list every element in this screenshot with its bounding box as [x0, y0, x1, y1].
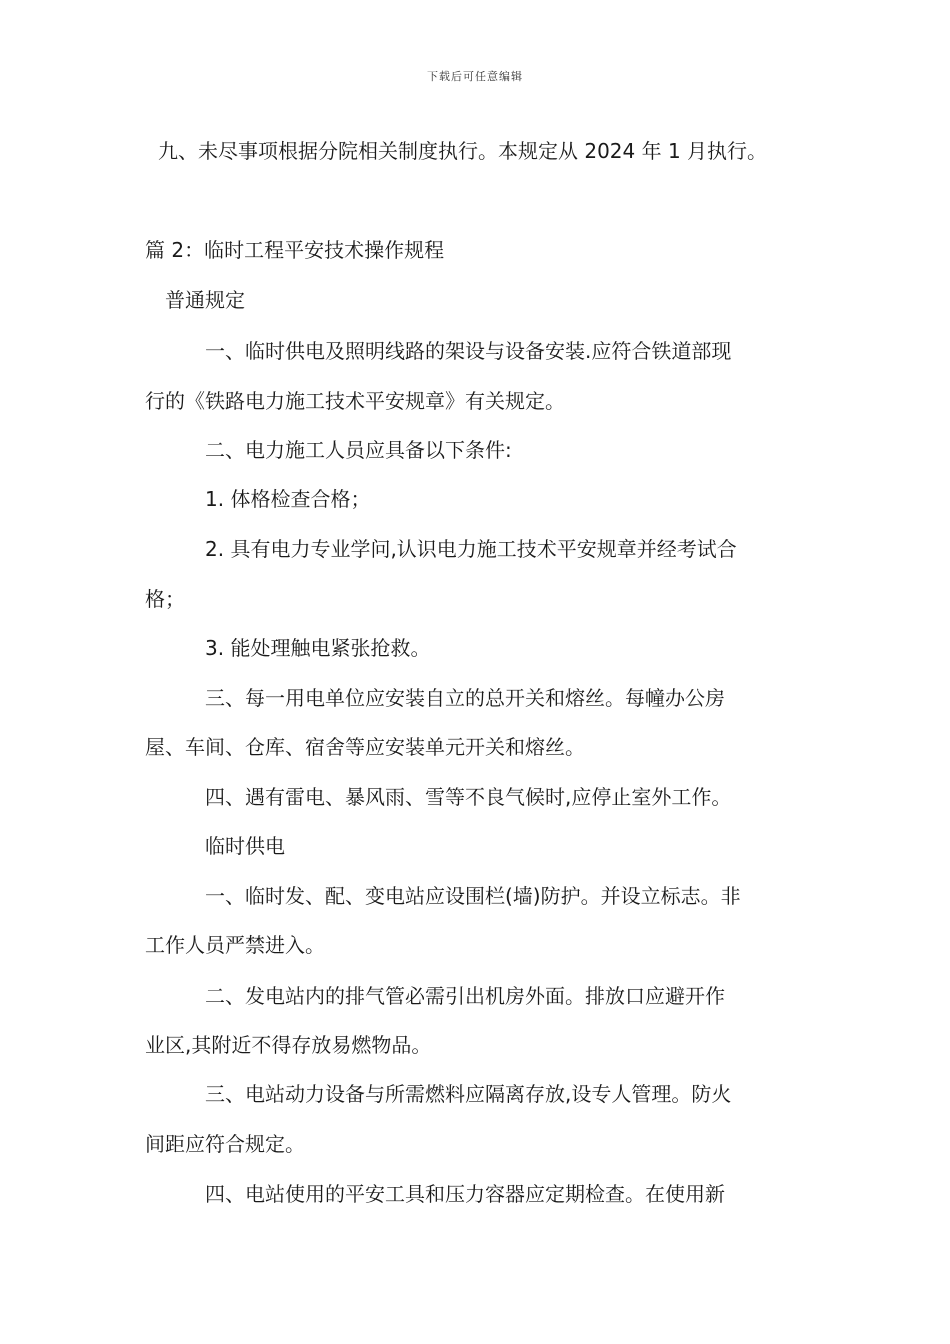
text-line: 3. 能处理触电紧张抢救。 — [205, 636, 431, 660]
text-line: 屋、车间、仓库、宿舍等应安装单元开关和熔丝。 — [145, 735, 585, 759]
text-line: 间距应符合规定。 — [145, 1132, 305, 1156]
text-line: 二、电力施工人员应具备以下条件: — [205, 438, 512, 462]
text-line: 1. 体格检查合格； — [205, 487, 371, 511]
text-line: 业区,其附近不得存放易燃物品。 — [145, 1033, 432, 1057]
text-line: 四、电站使用的平安工具和压力容器应定期检查。在使用新 — [205, 1182, 725, 1206]
text-line: 三、每一用电单位应安装自立的总开关和熔丝。每幢办公房 — [205, 686, 725, 710]
text-line: 四、遇有雷电、暴风雨、雪等不良气候时,应停止室外工作。 — [205, 785, 732, 809]
text-line: 行的《铁路电力施工技术平安规章》有关规定。 — [145, 389, 565, 413]
section-title: 篇 2：临时工程平安技术操作规程 — [145, 238, 445, 262]
subheading-general: 普通规定 — [165, 288, 245, 312]
text-line: 格； — [145, 587, 185, 611]
text-line-clause-9: 九、未尽事项根据分院相关制度执行。本规定从 2024 年 1 月执行。 — [158, 139, 768, 163]
text-line: 工作人员严禁进入。 — [145, 933, 325, 957]
text-line: 2. 具有电力专业学问,认识电力施工技术平安规章并经考试合 — [205, 537, 737, 561]
text-line: 一、临时供电及照明线路的架设与设备安装.应符合铁道部现 — [205, 339, 732, 363]
subheading-temporary-power: 临时供电 — [205, 834, 285, 858]
text-line: 一、临时发、配、变电站应设围栏(墙)防护。并设立标志。非 — [205, 884, 741, 908]
text-line: 三、电站动力设备与所需燃料应隔离存放,设专人管理。防火 — [205, 1082, 732, 1106]
text-line: 二、发电站内的排气管必需引出机房外面。排放口应避开作 — [205, 984, 725, 1008]
header-note: 下载后可任意编辑 — [427, 70, 523, 83]
